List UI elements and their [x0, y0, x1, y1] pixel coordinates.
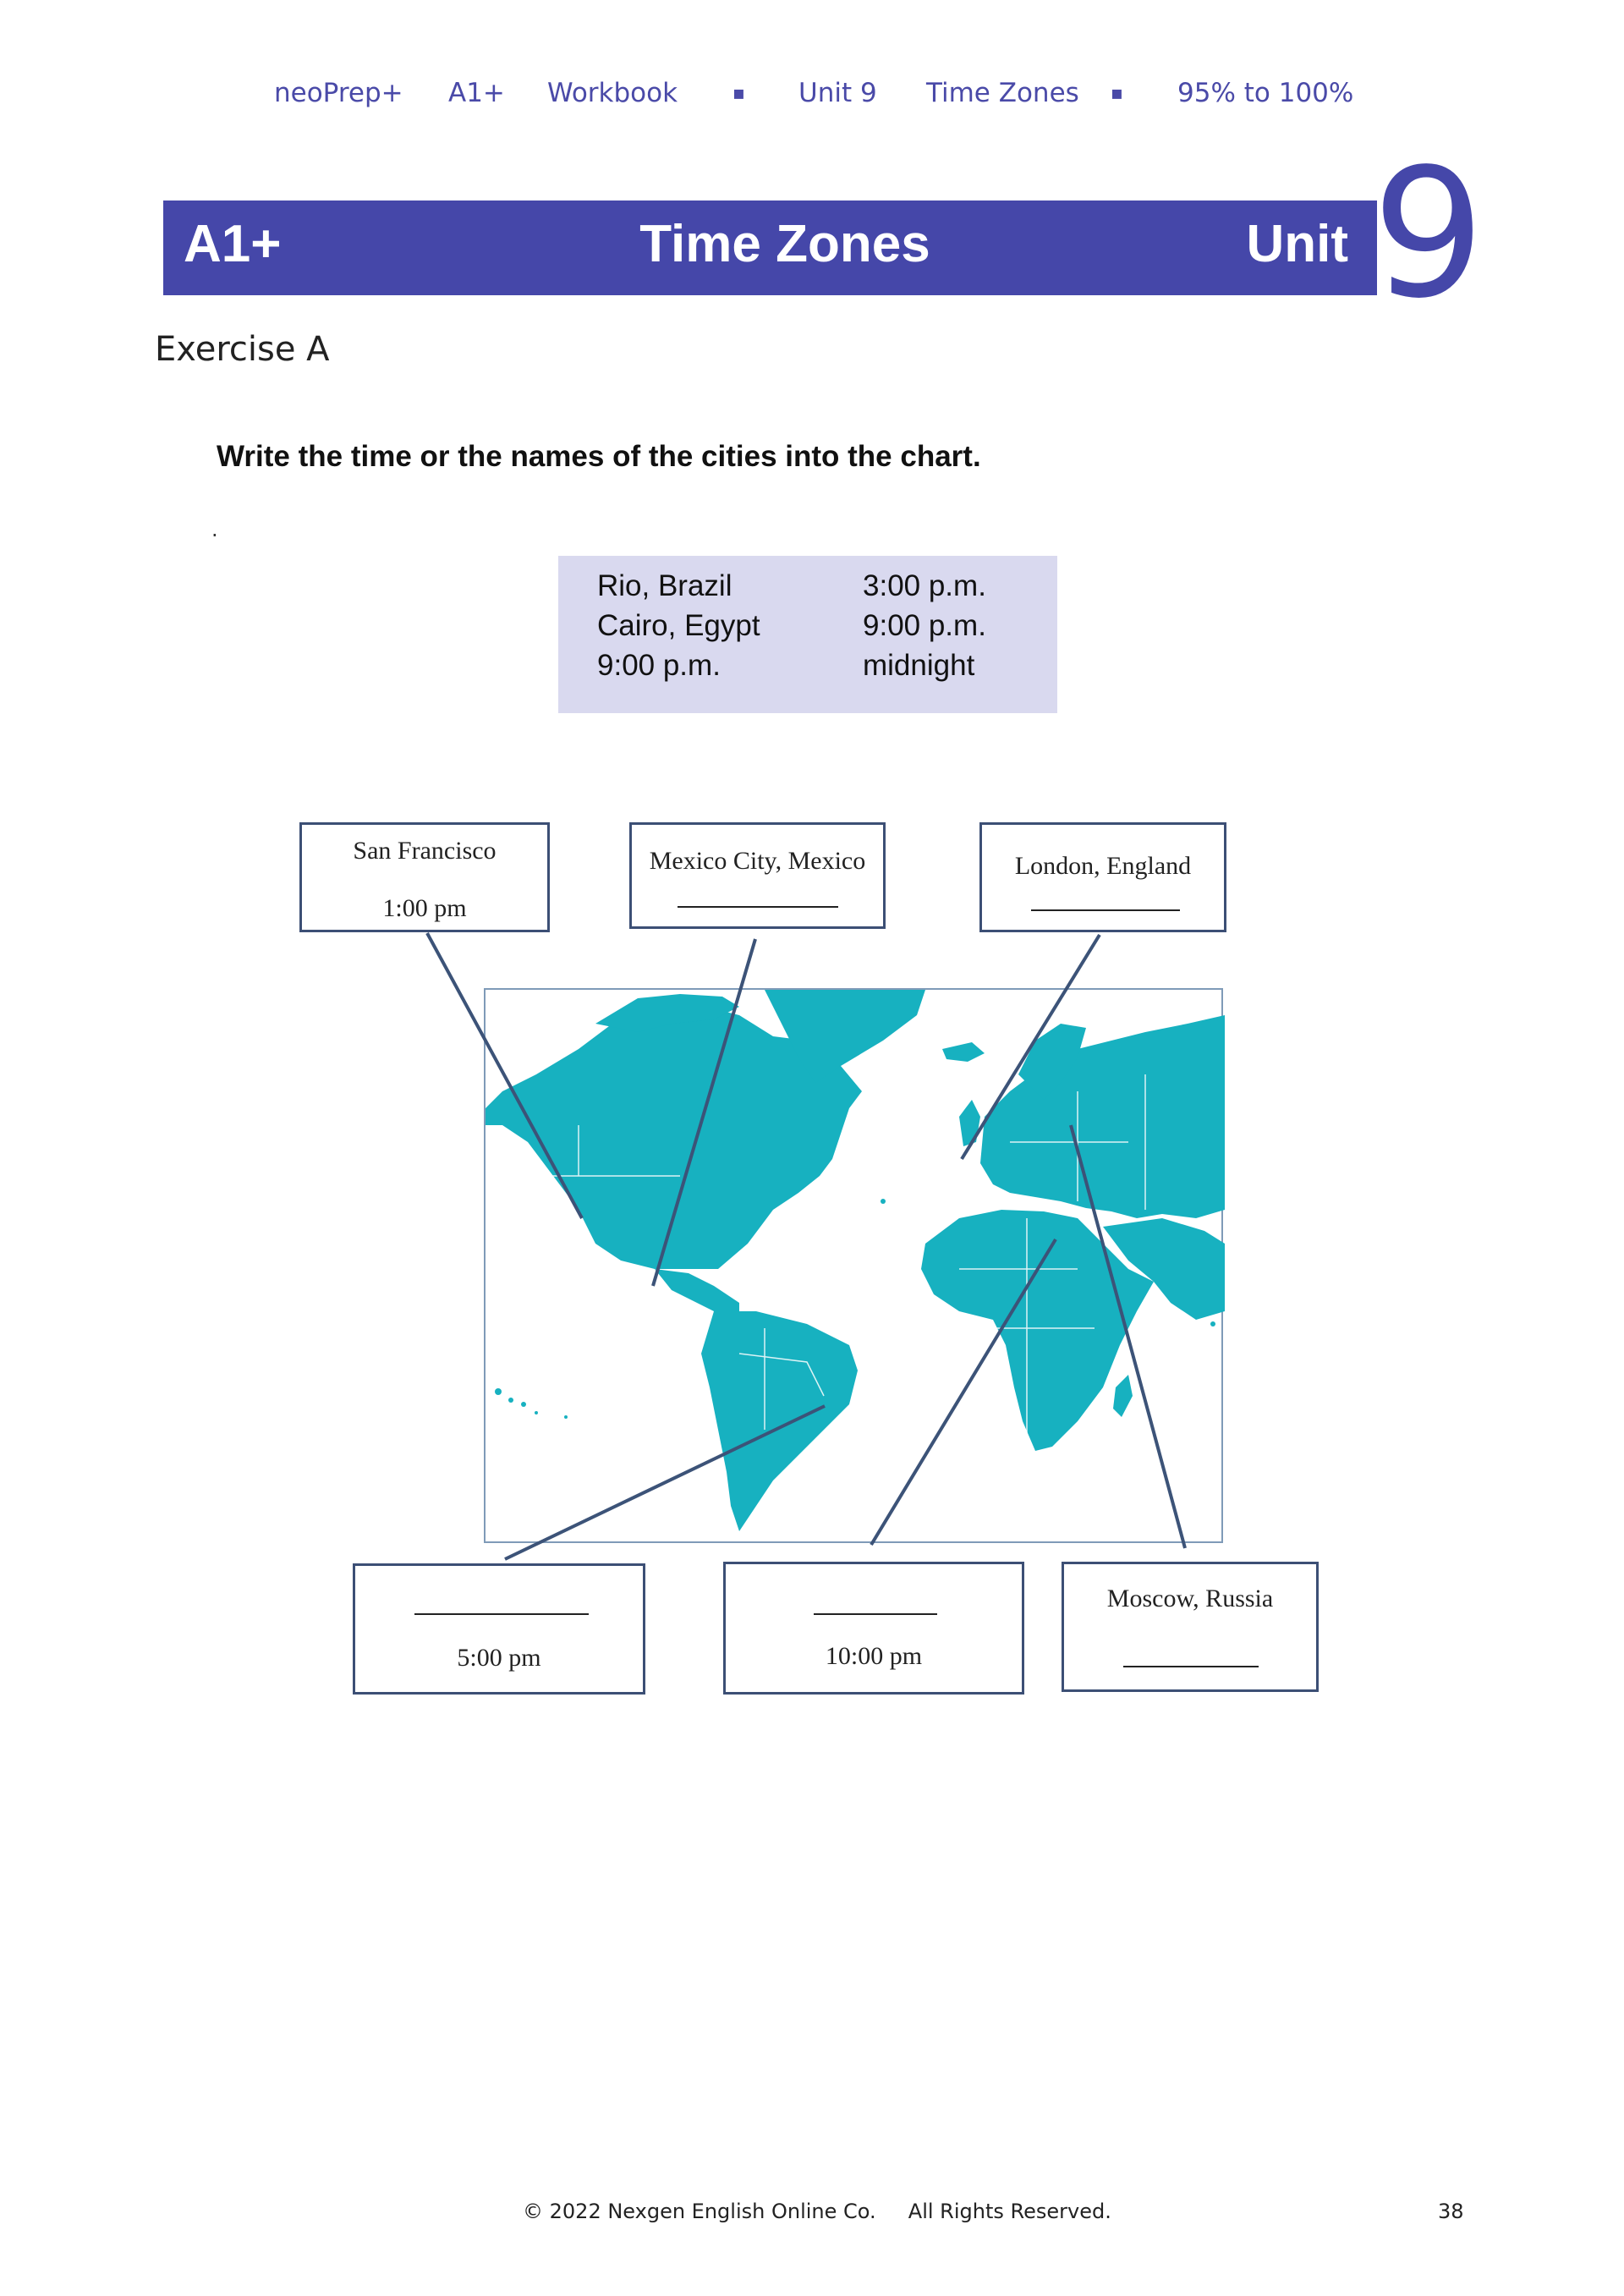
- word-bank-item: Cairo, Egypt: [597, 609, 760, 642]
- city-time: 5:00 pm: [457, 1644, 541, 1672]
- city-time: 1:00 pm: [382, 894, 467, 922]
- island-shape: [508, 1398, 513, 1403]
- answer-blank[interactable]: [1123, 1666, 1259, 1667]
- island-shape: [495, 1388, 502, 1395]
- uk-shape: [959, 1100, 980, 1146]
- word-bank-item: 9:00 p.m.: [597, 649, 721, 682]
- europe-shape: [980, 1015, 1225, 1218]
- banner-level: A1+: [184, 215, 282, 273]
- word-bank-item: midnight: [863, 649, 975, 682]
- city-name: San Francisco: [353, 837, 497, 865]
- cairo-time-box: [723, 1562, 1024, 1695]
- island-shape: [1210, 1321, 1215, 1327]
- answer-blank[interactable]: [1031, 909, 1180, 911]
- copyright-text: © 2022 Nexgen English Online Co. All Rights Reserved.: [523, 2200, 1111, 2223]
- london-box: [979, 822, 1226, 932]
- nav-separator: ▪: [1111, 83, 1123, 104]
- mexico-city-box: [629, 822, 886, 929]
- city-name: Moscow, Russia: [1106, 1585, 1274, 1612]
- nav-book: Workbook: [547, 78, 678, 108]
- south-america-shape: [701, 1311, 858, 1531]
- answer-blank[interactable]: [678, 906, 838, 908]
- madagascar-shape: [1113, 1375, 1133, 1417]
- moscow-box: [1062, 1562, 1319, 1692]
- word-bank-item: 3:00 p.m.: [863, 569, 986, 602]
- page-number: 38: [1438, 2200, 1464, 2223]
- word-bank: [558, 556, 1057, 713]
- top-navigation: [0, 78, 1624, 120]
- world-map: [484, 988, 1223, 1543]
- island-shape: [881, 1199, 886, 1204]
- nav-score: 95% to 100%: [1177, 78, 1354, 108]
- page-title: Time Zones: [639, 215, 930, 273]
- city-name: London, England: [1014, 852, 1192, 880]
- island-shape: [535, 1411, 538, 1414]
- city-time: 10:00 pm: [825, 1642, 923, 1670]
- nav-topic: Time Zones: [926, 78, 1079, 108]
- iceland-shape: [942, 1042, 985, 1062]
- nav-unit: Unit 9: [798, 78, 877, 108]
- rio-time-box: [353, 1563, 645, 1695]
- island-shape: [564, 1415, 568, 1419]
- unit-number: 9: [1372, 130, 1485, 338]
- answer-blank[interactable]: [414, 1613, 589, 1615]
- exercise-instruction: Write the time or the names of the cities into the chart.: [217, 440, 981, 473]
- word-bank-item: Rio, Brazil: [597, 569, 732, 602]
- world-map-graphic: [486, 990, 1225, 1545]
- nav-separator: ▪: [732, 83, 745, 104]
- title-banner: [163, 200, 1377, 295]
- word-bank-item: 9:00 p.m.: [863, 609, 986, 642]
- stray-mark: .: [211, 518, 218, 541]
- answer-blank[interactable]: [814, 1613, 937, 1615]
- island-shape: [521, 1402, 526, 1407]
- city-name: Mexico City, Mexico: [649, 847, 866, 875]
- nav-level: A1+: [448, 78, 505, 108]
- banner-unit-label: Unit: [1246, 215, 1348, 273]
- nav-brand: neoPrep+: [274, 78, 403, 108]
- san-francisco-box: [299, 822, 550, 932]
- exercise-heading: Exercise A: [155, 330, 330, 369]
